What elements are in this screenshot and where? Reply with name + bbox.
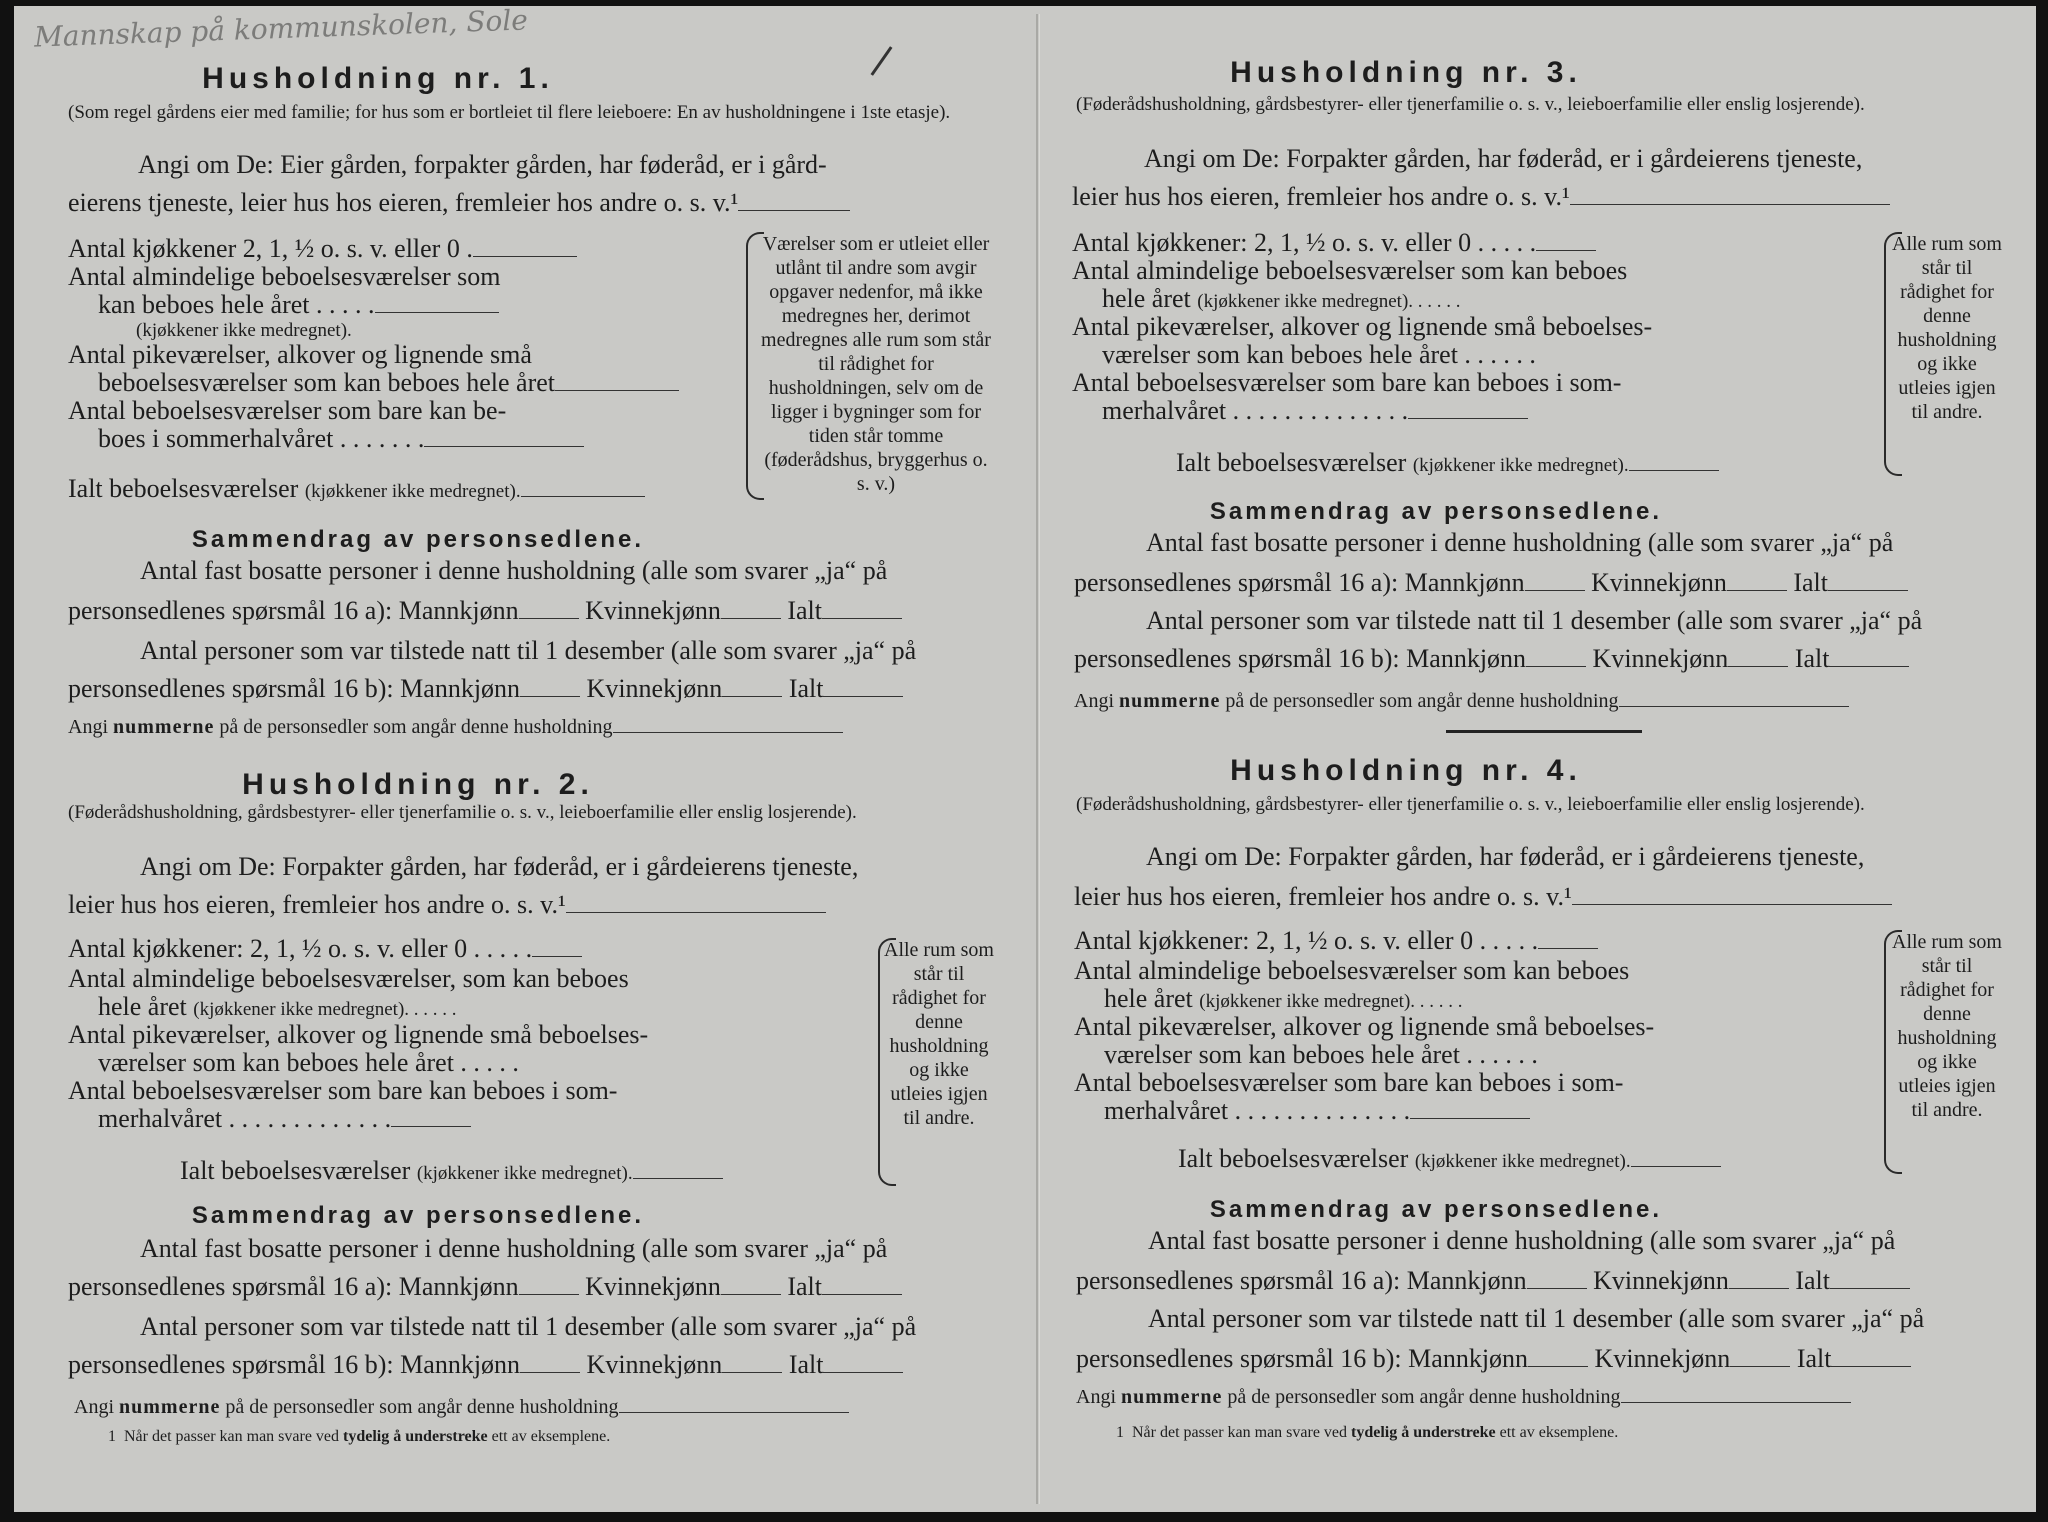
- female-blank[interactable]: [1730, 1366, 1790, 1367]
- summer-rooms-row-2: merhalvåret . . . . . . . . . . . . . .: [1102, 396, 1528, 426]
- page-fold: [1036, 14, 1038, 1504]
- footnote: 1 Når det passer kan man svare ved tydelig å understreke ett av eksemplene.: [1116, 1424, 1619, 1441]
- answer-blank[interactable]: [1572, 904, 1892, 905]
- summer-rooms-row-1: Antal beboelsesværelser som bare kan beboes i som-: [1072, 368, 1622, 397]
- question-line-1: Angi om De: Forpakter gården, har føderåd, er i gårdeierens tjeneste,: [140, 852, 859, 881]
- summary-line-4: personsedlenes spørsmål 16 b): Mannkjønn Kvinnekjønn Ialt: [68, 1350, 903, 1380]
- male-blank[interactable]: [520, 696, 580, 697]
- household-note: (Som regel gårdens eier med familie; for hus som er bortleiet til flere leieboere: En av husholdningene i 1ste etasje).: [68, 102, 951, 123]
- female-blank[interactable]: [1728, 666, 1788, 667]
- female-blank[interactable]: [721, 1294, 781, 1295]
- small-rooms-row-1: Antal pikeværelser, alkover og lignende små: [68, 340, 532, 369]
- answer-blank[interactable]: [532, 956, 582, 957]
- summer-rooms-row-1: Antal beboelsesværelser som bare kan beboes i som-: [68, 1076, 618, 1105]
- male-blank[interactable]: [1526, 666, 1586, 667]
- male-blank[interactable]: [520, 1372, 580, 1373]
- summary-line-2: personsedlenes spørsmål 16 a): Mannkjønn Kvinnekjønn Ialt: [1074, 568, 1908, 598]
- household-note: (Føderådshusholdning, gårdsbestyrer- eller tjenerfamilie o. s. v., leieboerfamilie eller enslig losjerende).: [1076, 794, 1865, 815]
- answer-blank[interactable]: [1619, 706, 1849, 707]
- rooms-row-2: hele året (kjøkkener ikke medregnet). . . . . .: [1104, 984, 1463, 1013]
- summary-title: Sammendrag av personsedlene.: [1209, 1196, 1663, 1223]
- total-blank[interactable]: [1830, 1288, 1910, 1289]
- answer-blank[interactable]: [619, 1412, 849, 1413]
- rooms-row-2: kan beboes hele året . . . . .: [98, 290, 499, 320]
- male-blank[interactable]: [1525, 590, 1585, 591]
- question-line-1: Angi om De: Forpakter gården, har føderåd, er i gårdeierens tjeneste,: [1146, 842, 1865, 871]
- answer-blank[interactable]: [566, 912, 826, 913]
- male-blank[interactable]: [1527, 1288, 1587, 1289]
- answer-blank[interactable]: [555, 390, 679, 391]
- footnote: 1 Når det passer kan man svare ved tydelig å understreke ett av eksemplene.: [108, 1428, 611, 1445]
- summer-rooms-row-2: boes i sommerhalvåret . . . . . . .: [98, 424, 584, 454]
- kitchens-row: Antal kjøkkener 2, 1, ½ o. s. v. eller 0 .: [68, 234, 577, 264]
- household-title: Husholdning nr. 4.: [1230, 754, 1582, 787]
- summary-line-4: personsedlenes spørsmål 16 b): Mannkjønn Kvinnekjønn Ialt: [1074, 644, 1909, 674]
- small-rooms-row-2: beboelsesværelser som kan beboes hele året: [98, 368, 679, 398]
- kitchens-row: Antal kjøkkener: 2, 1, ½ o. s. v. eller 0 . . . . .: [68, 934, 582, 964]
- summer-rooms-row-1: Antal beboelsesværelser som bare kan be-: [68, 396, 507, 425]
- female-blank[interactable]: [1727, 590, 1787, 591]
- summary-line-3: Antal personer som var tilstede natt til 1 desember (alle som svarer „ja“ på: [1146, 606, 1923, 635]
- question-line-2: leier hus hos eieren, fremleier hos andre o. s. v.¹: [68, 890, 826, 920]
- rooms-row-2: hele året (kjøkkener ikke medregnet). . . . . .: [98, 992, 457, 1021]
- separator: [1446, 730, 1642, 733]
- small-rooms-row-1: Antal pikeværelser, alkover og lignende små beboelses-: [68, 1020, 649, 1049]
- summary-line-1: Antal fast bosatte personer i denne husholdning (alle som svarer „ja“ på: [140, 556, 888, 585]
- female-blank[interactable]: [1729, 1288, 1789, 1289]
- answer-blank[interactable]: [1410, 1118, 1530, 1119]
- summary-line-3: Antal personer som var tilstede natt til 1 desember (alle som svarer „ja“ på: [1148, 1304, 1925, 1333]
- answer-blank[interactable]: [1631, 1166, 1721, 1167]
- total-rooms-row: Ialt beboelsesværelser (kjøkkener ikke medregnet).: [1178, 1144, 1721, 1174]
- household-title: Husholdning nr. 2.: [242, 768, 594, 801]
- answer-blank[interactable]: [1408, 418, 1528, 419]
- rooms-row-1: Antal almindelige beboelsesværelser, som kan beboes: [68, 964, 629, 993]
- numbers-row: Angi nummerne på de personsedler som angår denne husholdning: [1074, 690, 1849, 713]
- household-title: Husholdning nr. 3.: [1230, 56, 1582, 89]
- question-line-2: leier hus hos eieren, fremleier hos andre o. s. v.¹: [1072, 182, 1890, 212]
- kitchens-row: Antal kjøkkener: 2, 1, ½ o. s. v. eller 0 . . . . .: [1072, 228, 1596, 258]
- total-blank[interactable]: [823, 1372, 903, 1373]
- answer-blank[interactable]: [1621, 1402, 1851, 1403]
- rooms-row-1: Antal almindelige beboelsesværelser som: [68, 262, 501, 291]
- rooms-row-1: Antal almindelige beboelsesværelser som kan beboes: [1074, 956, 1630, 985]
- handwritten-note: Mannskap på kommunskolen, Sole: [33, 3, 529, 54]
- small-rooms-row-2: værelser som kan beboes hele året . . . . . .: [1102, 340, 1536, 369]
- answer-blank[interactable]: [633, 1178, 723, 1179]
- summary-line-2: personsedlenes spørsmål 16 a): Mannkjønn Kvinnekjønn Ialt: [68, 1272, 902, 1302]
- answer-blank[interactable]: [738, 210, 850, 211]
- summary-line-2: personsedlenes spørsmål 16 a): Mannkjønn Kvinnekjønn Ialt: [1076, 1266, 1910, 1296]
- female-blank[interactable]: [721, 618, 781, 619]
- page-fold-highlight: [1039, 14, 1040, 1504]
- summary-title: Sammendrag av personsedlene.: [1209, 498, 1663, 525]
- question-line-1: Angi om De: Forpakter gården, har føderåd, er i gårdeierens tjeneste,: [1144, 144, 1863, 173]
- side-note: Alle rum som står til rådighet for denne husholdning og ikke utleies igjen til andre.: [1892, 233, 2002, 423]
- left-page: [58, 6, 1018, 1506]
- female-blank[interactable]: [722, 696, 782, 697]
- kitchens-row: Antal kjøkkener: 2, 1, ½ o. s. v. eller 0 . . . . .: [1074, 926, 1598, 956]
- numbers-row: Angi nummerne på de personsedler som angår denne husholdning: [68, 716, 843, 739]
- summary-line-4: personsedlenes spørsmål 16 b): Mannkjønn Kvinnekjønn Ialt: [68, 674, 903, 704]
- household-note: (Føderådshusholdning, gårdsbestyrer- eller tjenerfamilie o. s. v., leieboerfamilie eller enslig losjerende).: [1076, 94, 1865, 115]
- question-line-2: eierens tjeneste, leier hus hos eieren, fremleier hos andre o. s. v.¹: [68, 188, 850, 218]
- answer-blank[interactable]: [473, 256, 577, 257]
- answer-blank[interactable]: [1629, 470, 1719, 471]
- small-rooms-row-1: Antal pikeværelser, alkover og lignende små beboelses-: [1074, 1012, 1655, 1041]
- household-title: Husholdning nr. 1.: [202, 62, 554, 95]
- right-page: [1066, 6, 2026, 1506]
- rooms-row-2: hele året (kjøkkener ikke medregnet). . . . . .: [1102, 284, 1461, 313]
- summary-title: Sammendrag av personsedlene.: [191, 1202, 645, 1229]
- answer-blank[interactable]: [613, 732, 843, 733]
- answer-blank[interactable]: [375, 312, 499, 313]
- total-blank[interactable]: [1828, 590, 1908, 591]
- male-blank[interactable]: [1528, 1366, 1588, 1367]
- answer-blank[interactable]: [1536, 250, 1596, 251]
- summary-line-2: personsedlenes spørsmål 16 a): Mannkjønn Kvinnekjønn Ialt: [68, 596, 902, 626]
- total-rooms-row: Ialt beboelsesværelser (kjøkkener ikke medregnet).: [68, 474, 645, 504]
- answer-blank[interactable]: [391, 1126, 471, 1127]
- answer-blank[interactable]: [521, 496, 645, 497]
- summary-line-3: Antal personer som var tilstede natt til 1 desember (alle som svarer „ja“ på: [140, 636, 917, 665]
- summer-rooms-row-2: merhalvåret . . . . . . . . . . . . .: [98, 1104, 471, 1134]
- side-note: Værelser som er utleiet eller utlånt til andre som avgir opgaver nedenfor, må ikke medregnes her, derimot medregnes alle rum som står til rådighet for husholdningen, selv om de ligger i bygninger som for tiden står tomme (føderådshus, bryggerhus o. s. v.): [761, 233, 991, 495]
- summary-title: Sammendrag av personsedlene.: [191, 526, 645, 553]
- small-rooms-row-2: værelser som kan beboes hele året . . . . . .: [1104, 1040, 1538, 1069]
- small-rooms-row-2: værelser som kan beboes hele året . . . . .: [98, 1048, 519, 1077]
- rooms-note: (kjøkkener ikke medregnet).: [136, 320, 352, 341]
- summary-line-1: Antal fast bosatte personer i denne husholdning (alle som svarer „ja“ på: [1148, 1226, 1896, 1255]
- total-blank[interactable]: [822, 618, 902, 619]
- answer-blank[interactable]: [1538, 948, 1598, 949]
- side-note: Alle rum som står til rådighet for denne husholdning og ikke utleies igjen til andre.: [1892, 931, 2002, 1121]
- question-line-1: Angi om De: Eier gården, forpakter gården, har føderåd, er i gård-: [138, 150, 827, 179]
- total-blank[interactable]: [822, 1294, 902, 1295]
- total-rooms-row: Ialt beboelsesværelser (kjøkkener ikke medregnet).: [180, 1156, 723, 1186]
- male-blank[interactable]: [519, 1294, 579, 1295]
- answer-blank[interactable]: [1570, 204, 1890, 205]
- question-line-2: leier hus hos eieren, fremleier hos andre o. s. v.¹: [1074, 882, 1892, 912]
- small-rooms-row-1: Antal pikeværelser, alkover og lignende små beboelses-: [1072, 312, 1653, 341]
- summary-line-1: Antal fast bosatte personer i denne husholdning (alle som svarer „ja“ på: [140, 1234, 888, 1263]
- side-note: Alle rum som står til rådighet for denne husholdning og ikke utleies igjen til andre.: [884, 939, 994, 1129]
- summary-line-1: Antal fast bosatte personer i denne husholdning (alle som svarer „ja“ på: [1146, 528, 1894, 557]
- female-blank[interactable]: [722, 1372, 782, 1373]
- numbers-row: Angi nummerne på de personsedler som angår denne husholdning: [74, 1396, 849, 1419]
- summer-rooms-row-1: Antal beboelsesværelser som bare kan beboes i som-: [1074, 1068, 1624, 1097]
- form-sheet: [14, 3, 2036, 1512]
- household-note: (Føderådshusholdning, gårdsbestyrer- eller tjenerfamilie o. s. v., leieboerfamilie eller enslig losjerende).: [68, 802, 857, 823]
- total-blank[interactable]: [1829, 666, 1909, 667]
- numbers-row: Angi nummerne på de personsedler som angår denne husholdning: [1076, 1386, 1851, 1409]
- rooms-row-1: Antal almindelige beboelsesværelser som kan beboes: [1072, 256, 1628, 285]
- summer-rooms-row-2: merhalvåret . . . . . . . . . . . . . .: [1104, 1096, 1530, 1126]
- summary-line-4: personsedlenes spørsmål 16 b): Mannkjønn Kvinnekjønn Ialt: [1076, 1344, 1911, 1374]
- answer-blank[interactable]: [424, 446, 584, 447]
- male-blank[interactable]: [519, 618, 579, 619]
- summary-line-3: Antal personer som var tilstede natt til 1 desember (alle som svarer „ja“ på: [140, 1312, 917, 1341]
- total-blank[interactable]: [1831, 1366, 1911, 1367]
- total-blank[interactable]: [823, 696, 903, 697]
- total-rooms-row: Ialt beboelsesværelser (kjøkkener ikke medregnet).: [1176, 448, 1719, 478]
